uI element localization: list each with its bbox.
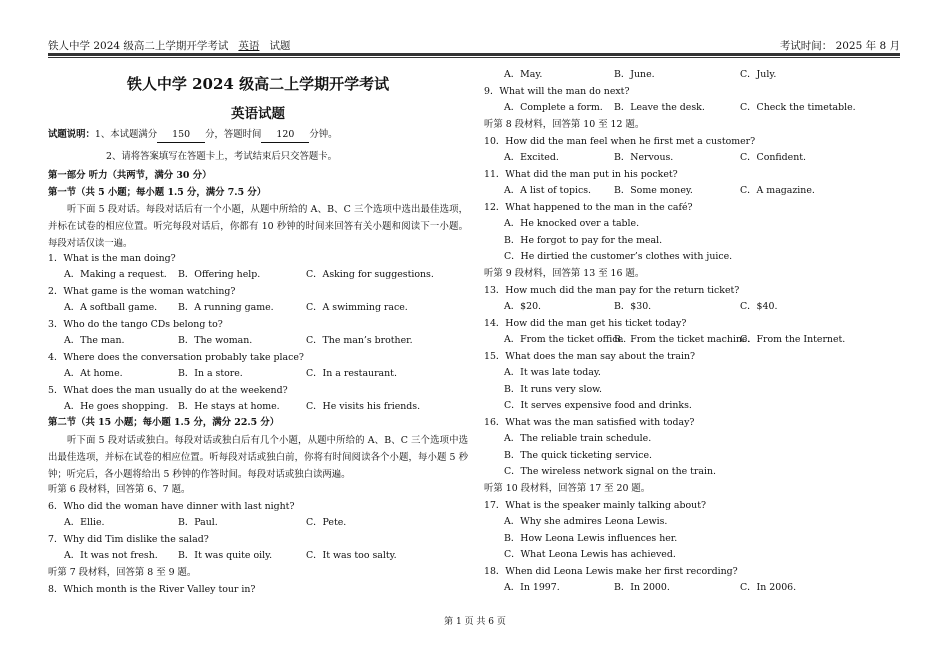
- q17-option-c: C．What Leona Lewis has achieved.: [504, 549, 676, 560]
- q3-option-a: A．The man.: [64, 335, 125, 346]
- header-rule-thick: [48, 53, 900, 56]
- q5-option-a: A．He goes shopping.: [64, 401, 169, 412]
- q13-option-b: B．$30.: [614, 301, 652, 312]
- q15-option-b: B．It runs very slow.: [504, 384, 603, 395]
- header-left: [48, 38, 290, 54]
- q5-option-b: B．He stays at home.: [178, 401, 280, 412]
- q1-option-a: A．Making a request.: [64, 269, 167, 280]
- q4-option-c: C．In a restaurant.: [306, 368, 397, 379]
- passage-8-note: 听第 8 段材料，回答第 10 至 12 题。: [484, 119, 645, 130]
- q10-option-b: B．Nervous.: [614, 152, 674, 163]
- score-blank: 150: [157, 128, 205, 143]
- section2-directions: 听下面 5 段对话或独白。每段对话或独白后有几个小题，从题中所给的 A、B、C 三个选项中选出最佳选项，并标在试卷的相应位置。听每段对话或独白前，你将有时间阅读各个小题，每小题 5 秒钟；听完后，各小题将给出 5 秒钟的作答时间。每段对话或独白读两遍。: [48, 435, 468, 480]
- q13-option-c: C．$40.: [740, 301, 778, 312]
- instructions-line-2: 2、请将答案填写在答题卡上，考试结束后只交答题卡。: [106, 151, 337, 162]
- header-suffix: 试题: [269, 40, 291, 52]
- question-3: 3．Who do the tango CDs belong to?: [48, 319, 223, 330]
- q2-option-b: B．A running game.: [178, 302, 274, 313]
- passage-7-note: 听第 7 段材料，回答第 8 至 9 题。: [48, 567, 197, 578]
- q18-option-a: A．In 1997.: [504, 582, 560, 593]
- question-1: 1．What is the man doing?: [48, 253, 176, 264]
- question-16: 16．What was the man satisfied with today?: [484, 417, 695, 428]
- section2-heading: 第二节（共 15 小题；每小题 1.5 分，满分 22.5 分）: [48, 417, 280, 428]
- section1-heading: 第一节（共 5 小题；每小题 1.5 分，满分 7.5 分）: [48, 187, 267, 198]
- q10-option-c: C．Confident.: [740, 152, 806, 163]
- q11-option-b: B．Some money.: [614, 185, 693, 196]
- q6-option-c: C．Pete.: [306, 517, 347, 528]
- instructions-text-b: 分，答题时间: [205, 129, 262, 140]
- q11-option-c: C．A magazine.: [740, 185, 815, 196]
- question-6: 6．Who did the woman have dinner with last night?: [48, 501, 295, 512]
- q18-option-c: C．In 2006.: [740, 582, 797, 593]
- header-school: 铁人中学 2024 级高二上学期开学考试: [48, 40, 229, 52]
- header-subject: 英语: [238, 40, 260, 52]
- q7-option-c: C．It was too salty.: [306, 550, 397, 561]
- q11-option-a: A．A list of topics.: [504, 185, 591, 196]
- q9-option-a: A．Complete a form.: [504, 102, 603, 113]
- q2-option-c: C．A swimming race.: [306, 302, 408, 313]
- instructions-label: 试题说明：: [48, 129, 95, 140]
- passage-6-note: 听第 6 段材料，回答第 6、7 题。: [48, 484, 191, 495]
- q14-option-c: C．From the Internet.: [740, 334, 846, 345]
- time-blank: 120: [261, 128, 309, 143]
- q1-option-b: B．Offering help.: [178, 269, 261, 280]
- question-11: 11．What did the man put in his pocket?: [484, 169, 678, 180]
- q8-option-c: C．July.: [740, 69, 777, 80]
- q16-option-a: A．The reliable train schedule.: [504, 433, 652, 444]
- question-10: 10．How did the man feel when he first met a customer?: [484, 136, 756, 147]
- q9-option-c: C．Check the timetable.: [740, 102, 856, 113]
- instructions-text-c: 分钟。: [309, 129, 338, 140]
- q4-option-b: B．In a store.: [178, 368, 243, 379]
- q15-option-c: C．It serves expensive food and drinks.: [504, 400, 692, 411]
- question-13: 13．How much did the man pay for the return ticket?: [484, 285, 740, 296]
- exam-title: 铁人中学 2024 级高二上学期开学考试: [126, 75, 390, 93]
- question-5: 5．What does the man usually do at the weekend?: [48, 385, 288, 396]
- question-12: 12．What happened to the man in the café?: [484, 202, 693, 213]
- q14-option-b: B．From the ticket machine.: [614, 334, 751, 345]
- q12-option-b: B．He forgot to pay for the meal.: [504, 235, 663, 246]
- q6-option-b: B．Paul.: [178, 517, 218, 528]
- page-header: [48, 38, 900, 54]
- section1-directions: 听下面 5 段对话。每段对话后有一个小题，从题中所给的 A、B、C 三个选项中选出最佳选项，并标在试卷的相应位置。听完每段对话后，你都有 10 秒钟的时间来回答有关小题和阅读下一小题。每段对话仅读一遍。: [48, 204, 468, 249]
- q16-option-b: B．The quick ticketing service.: [504, 450, 652, 461]
- page-footer: 第 1 页 共 6 页: [444, 617, 506, 627]
- q2-option-a: A．A softball game.: [64, 302, 158, 313]
- question-18: 18．When did Leona Lewis make her first recording?: [484, 566, 738, 577]
- q13-option-a: A．$20.: [504, 301, 542, 312]
- passage-9-note: 听第 9 段材料，回答第 13 至 16 题。: [484, 268, 645, 279]
- question-15: 15．What does the man say about the train?: [484, 351, 696, 362]
- q10-option-a: A．Excited.: [504, 152, 559, 163]
- q8-option-a: A．May.: [504, 69, 543, 80]
- question-8: 8．Which month is the River Valley tour in?: [48, 584, 256, 595]
- q7-option-b: B．It was quite oily.: [178, 550, 273, 561]
- header-exam-time: 考试时间： 2025 年 8 月: [779, 40, 900, 52]
- q14-option-a: A．From the ticket office.: [504, 334, 627, 345]
- instructions-text-a: 1、本试题满分: [94, 129, 158, 140]
- question-4: 4．Where does the conversation probably take place?: [48, 352, 304, 363]
- q7-option-a: A．It was not fresh.: [64, 550, 158, 561]
- q12-option-c: C．He dirtied the customer’s clothes with juice.: [504, 251, 733, 262]
- q17-option-a: A．Why she admires Leona Lewis.: [504, 516, 668, 527]
- q1-option-c: C．Asking for suggestions.: [306, 269, 434, 280]
- q12-option-a: A．He knocked over a table.: [504, 218, 640, 229]
- header-rule-thin: [48, 57, 900, 58]
- part1-heading: 第一部分 听力（共两节，满分 30 分）: [48, 170, 212, 181]
- q9-option-b: B．Leave the desk.: [614, 102, 705, 113]
- q4-option-a: A．At home.: [64, 368, 123, 379]
- question-14: 14．How did the man get his ticket today?: [484, 318, 687, 329]
- question-2: 2．What game is the woman watching?: [48, 286, 236, 297]
- exam-subtitle: 英语试题: [231, 106, 285, 122]
- q3-option-c: C．The man’s brother.: [306, 335, 413, 346]
- q6-option-a: A．Ellie.: [64, 517, 105, 528]
- q16-option-c: C．The wireless network signal on the train.: [504, 466, 716, 477]
- question-9: 9．What will the man do next?: [484, 86, 630, 97]
- question-17: 17．What is the speaker mainly talking about?: [484, 500, 706, 511]
- instructions-line-1: [48, 128, 338, 143]
- passage-10-note: 听第 10 段材料，回答第 17 至 20 题。: [484, 483, 651, 494]
- q17-option-b: B．How Leona Lewis influences her.: [504, 533, 678, 544]
- q3-option-b: B．The woman.: [178, 335, 253, 346]
- question-7: 7．Why did Tim dislike the salad?: [48, 534, 209, 545]
- q15-option-a: A．It was late today.: [504, 367, 601, 378]
- q8-option-b: B．June.: [614, 69, 655, 80]
- q5-option-c: C．He visits his friends.: [306, 401, 421, 412]
- q18-option-b: B．In 2000.: [614, 582, 670, 593]
